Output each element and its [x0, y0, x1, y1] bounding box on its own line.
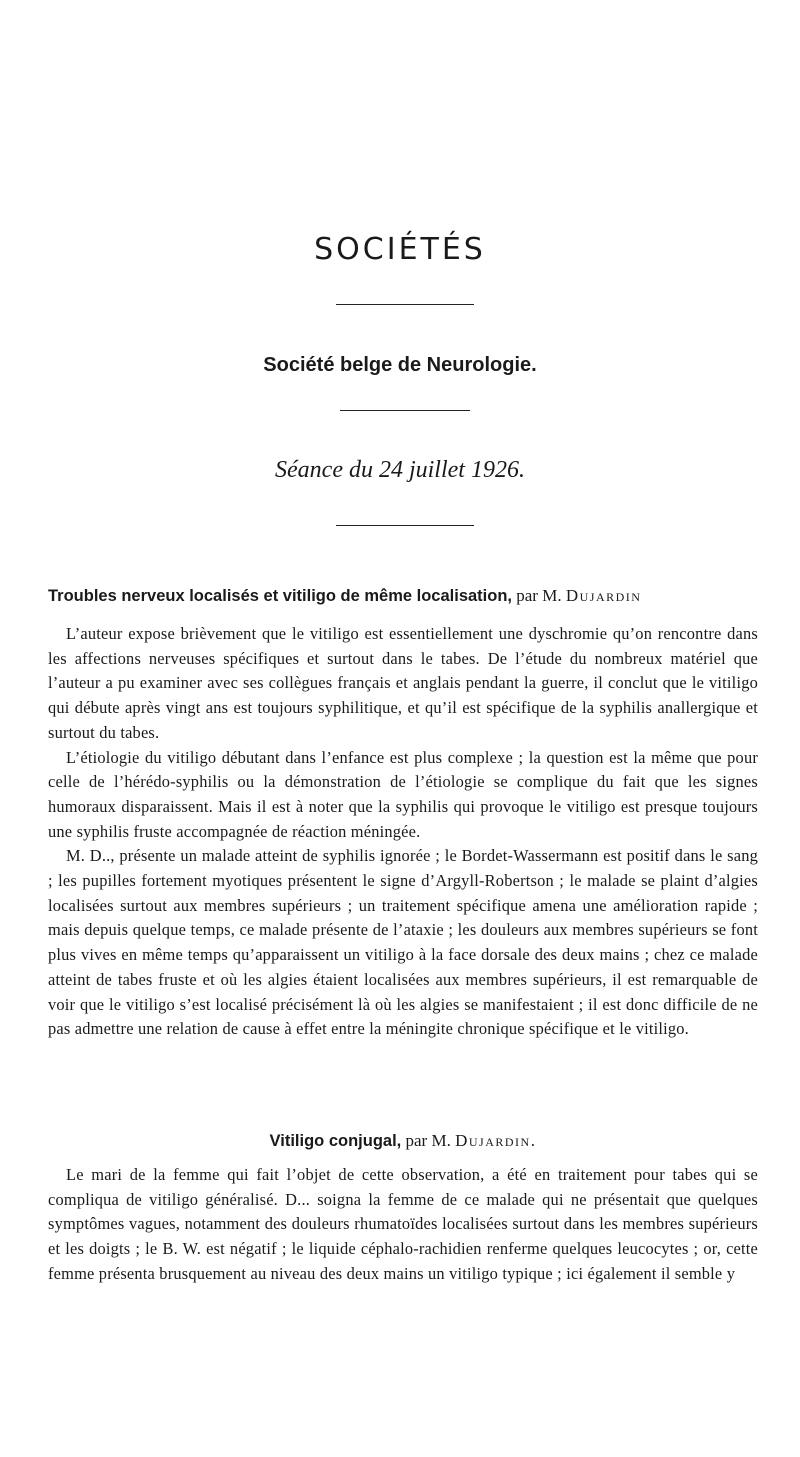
session-date: Séance du 24 juillet 1926. [275, 457, 525, 483]
paragraph: M. D.., présente un malade atteint de syphilis ignorée ; le Bordet-Wassermann est positif dans le sang ; les pupilles fortement myotiques présentent le signe d’Argyll-Robertson ; le malade se plaint d’algies localisées surtout aux membres supérieurs ; un traitement spécifique amena une amélioration rapide ; mais depuis quelque temps, ce malade présente de l’ataxie ; les douleurs aux membres supérieurs se font plus vives en même temps qu’apparaissent un vitiligo à la face dorsale des deux mains ; chez ce malade atteint de tabes fruste et où les algies étaient localisées aux membres supérieurs, il est remarquable de voir que le vitiligo s’est localisé précisément là où les algies se manifestaient ; il est donc difficile de ne pas admettre une relation de cause à effet entre la méningite chronique spécifique et le vitiligo. [48, 846, 758, 1039]
article-1-author: Dujardin [565, 586, 642, 605]
paragraph: L’auteur expose brièvement que le vitiligo est essentiellement une dyschromie qu’on rencontre dans les affections nerveuses spécifiques et surtout dans le tabes. De l’étude du nombreux matériel que l’auteur a pu examiner avec ses collègues français et anglais pendant la guerre, il conclut que le vitiligo qui débute après vingt ans est toujours syphilitique, et qu’il est spécifique de la syphilis anallergique et surtout du tabes. [48, 624, 758, 742]
title-rule [336, 304, 474, 305]
article-1-heading [48, 586, 758, 606]
article-1-by: par M. [516, 586, 562, 605]
article-2-heading [48, 1131, 758, 1151]
article-1-body [48, 622, 758, 1042]
paragraph: Le mari de la femme qui fait l’objet de cette observation, a été en traitement pour tabes qui se compliqua de vitiligo généralisé. D... soigna la femme de ce malade qui ne présentait que quelques symptômes vagues, notamment des douleurs rhumatoïdes localisées surtout dans les membres supérieurs et les doigts ; le B. W. est négatif ; le liquide céphalo-rachidien renferme quelques leucocytes ; or, cette femme présenta brusquement au niveau des deux mains un vitiligo typique ; ici également il semble y [48, 1165, 758, 1283]
article-2-by: par M. [405, 1131, 451, 1150]
article-2-body [48, 1163, 758, 1287]
section-title: SOCIÉTÉS [314, 232, 486, 267]
article-2-author: Dujardin. [455, 1131, 537, 1150]
article-2-title: Vitiligo conjugal, [269, 1132, 402, 1150]
article-1-title: Troubles nerveux localisés et vitiligo de même localisation, [48, 587, 512, 605]
session-rule [336, 525, 474, 526]
society-heading: Société belge de Neurologie. [263, 354, 537, 376]
paragraph: L’étiologie du vitiligo débutant dans l’enfance est plus complexe ; la question est la même que pour celle de l’hérédo-syphilis ou la démonstration de l’étiologie se complique du fait que les signes humoraux disparaissent. Mais il est à noter que la syphilis qui provoque le vitiligo est presque toujours une syphilis fruste accompagnée de réaction méningée. [48, 747, 758, 841]
society-rule [340, 410, 470, 411]
